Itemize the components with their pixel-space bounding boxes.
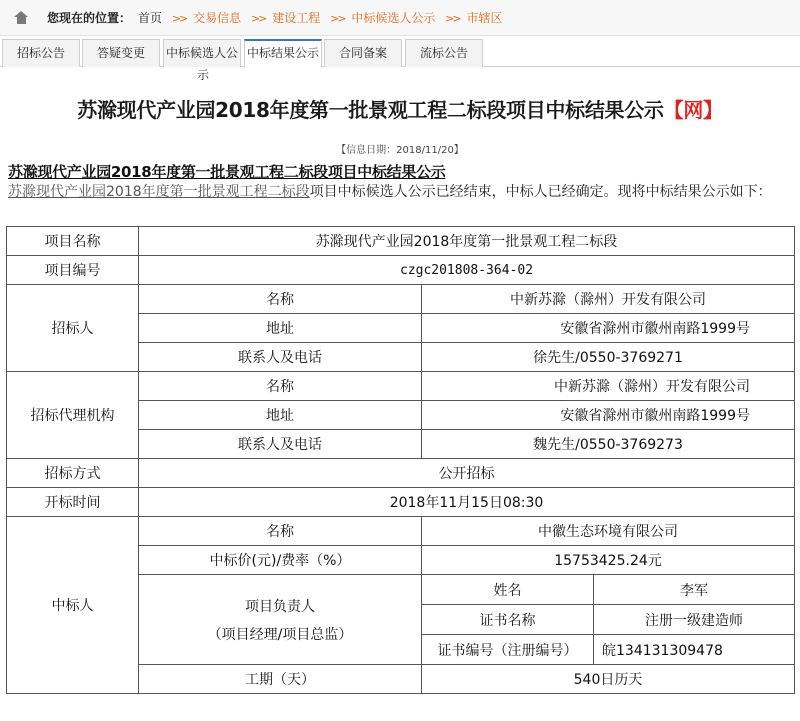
table-row	[7, 372, 795, 401]
tenderer-contact-value: 徐先生/0550-3769271	[422, 343, 795, 372]
tenderer-label: 招标人	[7, 285, 139, 372]
tab-label: 招标公告	[16, 46, 65, 60]
tenderer-name-label: 名称	[139, 285, 422, 314]
category-tabs	[0, 39, 800, 82]
table-row	[7, 488, 795, 517]
project-code-value: czgc201808-364-02	[139, 256, 795, 285]
table-row	[7, 227, 795, 256]
price-value: 15753425.24元	[422, 546, 795, 575]
page-title	[0, 94, 800, 123]
tab-label: 中标结果公示	[246, 46, 319, 60]
breadcrumb	[0, 0, 800, 36]
agency-name-value: 中新苏滁（滁州）开发有限公司	[422, 372, 795, 401]
open-time-label: 开标时间	[7, 488, 139, 517]
agency-contact-value: 魏先生/0550-3769273	[422, 430, 795, 459]
cert-no-label: 证书编号（注册编号）	[422, 635, 594, 665]
table-row	[7, 517, 795, 546]
person-name-label: 姓名	[422, 575, 594, 605]
winner-name-label: 名称	[139, 517, 422, 546]
project-name-label: 项目名称	[7, 227, 139, 256]
tab-label: 中标候选人公	[165, 46, 238, 60]
winner-name-value: 中徽生态环境有限公司	[422, 517, 795, 546]
tab-candidates[interactable]	[163, 39, 241, 82]
tab-label: 答疑变更	[96, 46, 145, 60]
breadcrumb-trade-info-link[interactable]: 交易信息	[193, 11, 242, 25]
project-code-label: 项目编号	[7, 256, 139, 285]
breadcrumb-lead: 您现在的位置：	[47, 11, 132, 25]
intro-text: 项目中标候选人公示已经结束，中标人已经确定。现将中标结果公示如下：	[309, 184, 772, 200]
breadcrumb-candidates-link[interactable]: 中标候选人公示	[351, 11, 436, 25]
duration-value: 540日历天	[422, 665, 795, 694]
table-row	[7, 459, 795, 488]
cert-no-value: 皖134131309478	[594, 635, 795, 665]
price-label: 中标价(元)/费率（%）	[139, 546, 422, 575]
project-name-value: 苏滁现代产业园2018年度第一批景观工程二标段	[139, 227, 795, 256]
tab-label: 合同备案	[338, 46, 387, 60]
tab-results[interactable]	[244, 39, 322, 68]
agency-address-value: 安徽省滁州市徽州南路1999号	[422, 401, 795, 430]
home-icon	[14, 11, 29, 24]
result-table	[6, 226, 795, 694]
manager-label-line2: （项目经理/项目总监）	[207, 626, 353, 643]
tab-label: 流标公告	[419, 46, 468, 60]
cert-name-value: 注册一级建造师	[594, 605, 795, 635]
breadcrumb-separator: >>	[330, 12, 345, 25]
breadcrumb-separator: >>	[445, 12, 460, 25]
breadcrumb-separator: >>	[250, 12, 266, 25]
tenderer-address-label: 地址	[139, 314, 422, 343]
table-row	[7, 285, 795, 314]
open-time-value: 2018年11月15日08:30	[139, 488, 795, 517]
breadcrumb-items	[138, 0, 502, 37]
duration-label: 工期（天）	[139, 665, 422, 694]
breadcrumb-home-link[interactable]: 首页	[138, 11, 163, 25]
info-date: 【信息日期：2018/11/20】	[336, 145, 464, 156]
method-value: 公开招标	[139, 459, 795, 488]
tab-failed-bid[interactable]	[405, 39, 483, 67]
intro-paragraph	[8, 182, 798, 202]
breadcrumb-construction-link[interactable]: 建设工程	[272, 11, 321, 25]
person-name-value: 李军	[594, 575, 795, 605]
agency-address-label: 地址	[139, 401, 422, 430]
tab-tender-notice[interactable]	[2, 39, 80, 67]
page-title-suffix: 【网】	[663, 98, 723, 122]
table-row	[7, 256, 795, 285]
breadcrumb-district-link[interactable]: 市辖区	[466, 11, 503, 25]
cert-name-label: 证书名称	[422, 605, 594, 635]
tenderer-address-value: 安徽省滁州市徽州南路1999号	[422, 314, 795, 343]
agency-contact-label: 联系人及电话	[139, 430, 422, 459]
tab-contract-filing[interactable]	[324, 39, 402, 67]
winner-label: 中标人	[7, 517, 139, 694]
tab-label-overflow: 示	[196, 68, 209, 82]
tenderer-contact-label: 联系人及电话	[139, 343, 422, 372]
page-title-text: 苏滁现代产业园2018年度第一批景观工程二标段项目中标结果公示	[77, 98, 664, 122]
agency-label: 招标代理机构	[7, 372, 139, 459]
agency-name-label: 名称	[139, 372, 422, 401]
breadcrumb-separator: >>	[171, 12, 187, 25]
manager-label	[139, 575, 422, 665]
manager-label-line1: 项目负责人	[245, 598, 315, 615]
section-heading: 苏滁现代产业园2018年度第一批景观工程二标段项目中标结果公示	[8, 163, 446, 181]
tab-qa-changes[interactable]	[82, 39, 160, 67]
intro-project-link: 苏滁现代产业园2018年度第一批景观工程二标段	[8, 184, 310, 200]
method-label: 招标方式	[7, 459, 139, 488]
tenderer-name-value: 中新苏滁（滁州）开发有限公司	[422, 285, 795, 314]
